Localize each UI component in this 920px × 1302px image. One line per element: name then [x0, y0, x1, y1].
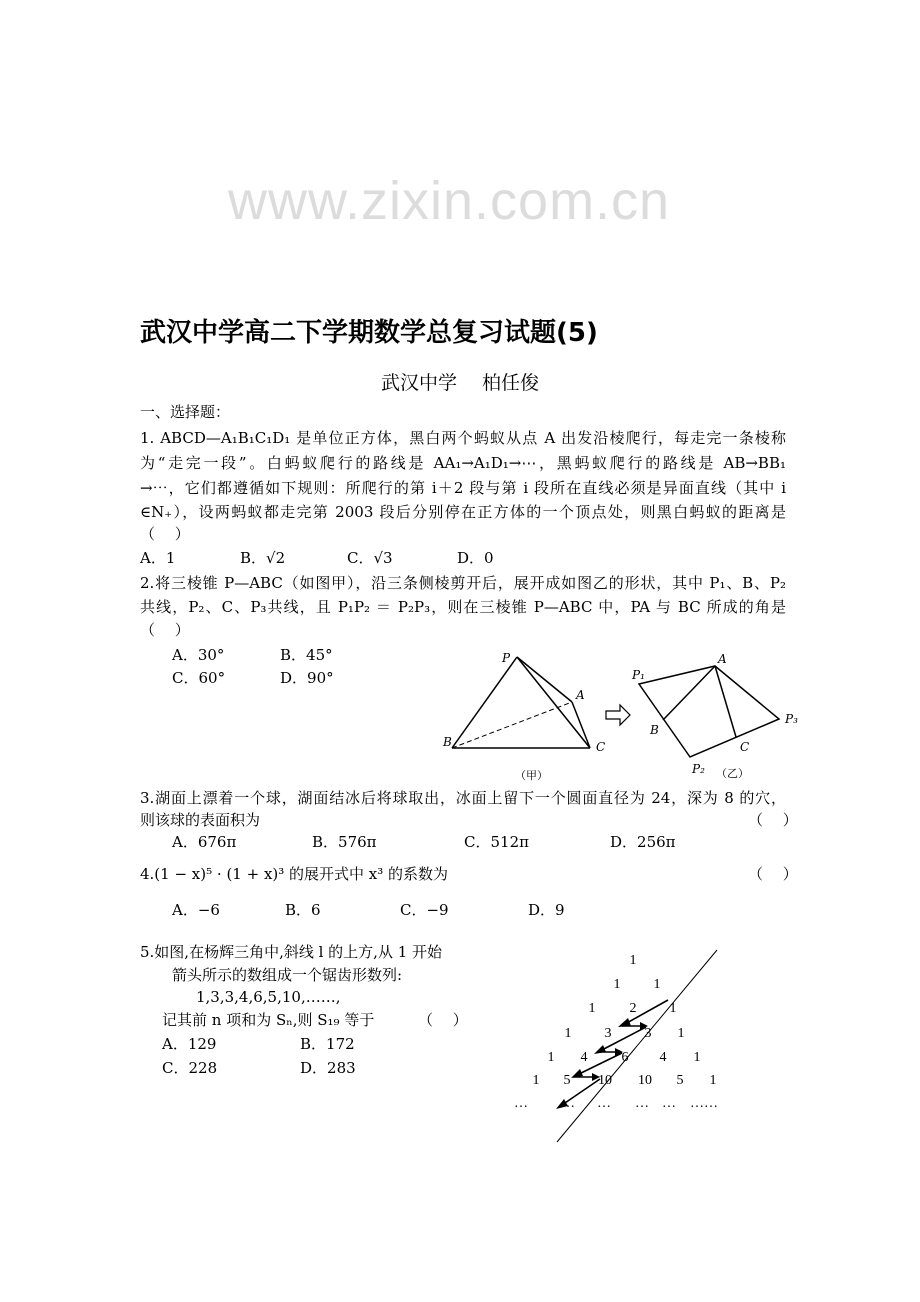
- option-c: C．−9: [400, 901, 449, 919]
- watermark: www.zixin.com.cn: [228, 171, 671, 231]
- option-a: A．129: [162, 1035, 217, 1053]
- option-c: C．512π: [464, 833, 529, 851]
- question-text: 则该球的表面积为: [140, 811, 261, 829]
- answer-bracket: （ ）: [748, 811, 798, 829]
- pascal-number: 1: [532, 1073, 540, 1088]
- question-text: 3.湖面上漂着一个球，湖面结冰后将球取出，冰面上留下一个圆面直径为 24，深为 8 的穴，: [140, 789, 786, 807]
- zigzag-arrows: [556, 1000, 668, 1109]
- question-text: 5.如图,在杨辉三角中,斜线 l 的上方,从 1 开始: [140, 943, 443, 961]
- sequence-text: 1,3,3,4,6,5,10,……,: [196, 988, 341, 1006]
- question-text: →⋯，它们都遵循如下规则：所爬行的第 i＋2 段与第 i 段所在直线必须是异面直线（其中 i: [140, 479, 786, 497]
- pascal-ellipsis: …: [597, 1096, 611, 1111]
- option-c: C．60°: [172, 669, 226, 687]
- option-a: A．1: [140, 549, 176, 567]
- pascal-number: 1: [564, 1026, 572, 1041]
- pascal-number: 1: [547, 1050, 555, 1065]
- label-c: C: [740, 740, 750, 754]
- pascal-ellipsis: ……: [690, 1096, 718, 1111]
- label-p2: P₂: [692, 762, 705, 776]
- question-text: 4.(1 − x)⁵ · (1 + x)³ 的展开式中 x³ 的系数为: [140, 865, 449, 883]
- pascal-number: 1: [709, 1073, 717, 1088]
- pascal-number: 1: [669, 1001, 677, 1016]
- option-b: B．45°: [280, 646, 333, 664]
- page-title: 武汉中学高二下学期数学总复习试题(5): [140, 318, 598, 348]
- label-b: B: [443, 735, 452, 749]
- pascal-ellipsis: …: [561, 1096, 575, 1111]
- question-text: 1. ABCD—A₁B₁C₁D₁ 是单位正方体，黑白两个蚂蚁从点 A 出发沿棱爬行，每走完一条棱称: [140, 429, 786, 447]
- question-text: 为“走完一段”。白蚂蚁爬行的路线是 AA₁→A₁D₁→⋯，黑蚂蚁爬行的路线是 AB→BB₁: [140, 454, 786, 472]
- pascal-number: 4: [659, 1050, 667, 1065]
- option-a: A．−6: [172, 901, 220, 919]
- label-b: B: [650, 723, 659, 737]
- pascal-number: 3: [644, 1026, 652, 1041]
- pascal-number: 5: [676, 1073, 684, 1088]
- option-d: D．9: [528, 901, 565, 919]
- label-c: C: [596, 740, 606, 754]
- pascal-ellipsis: …: [635, 1096, 649, 1111]
- pascal-number: 2: [629, 1001, 637, 1016]
- pascal-ellipsis: …: [662, 1096, 676, 1111]
- option-d: D．256π: [610, 833, 676, 851]
- label-p1: P₁: [632, 668, 645, 682]
- pascal-number: 6: [621, 1050, 629, 1065]
- slant-line-l: [557, 950, 717, 1142]
- section-heading: 一、选择题：: [140, 403, 231, 421]
- pascal-number: 10: [638, 1073, 652, 1088]
- arrow-right-icon: [606, 705, 630, 725]
- answer-bracket: （ ）: [140, 621, 190, 639]
- option-c: C．228: [162, 1059, 218, 1077]
- option-d: D．90°: [280, 669, 334, 687]
- pascal-number: 1: [677, 1026, 685, 1041]
- answer-bracket: （ ）: [140, 525, 190, 543]
- label-p: P: [502, 651, 511, 665]
- option-b: B．6: [285, 901, 321, 919]
- option-c: C．√3: [347, 549, 393, 567]
- pascal-number: 1: [693, 1050, 701, 1065]
- pascal-number: 1: [653, 977, 661, 992]
- answer-bracket: （ ）: [418, 1011, 468, 1029]
- question-text: 2.将三棱锥 P—ABC（如图甲），沿三条侧棱剪开后，展开成如图乙的形状，其中 P₁、B、P₂: [140, 574, 786, 592]
- question-text: 共线，P₂、C、P₃共线，且 P₁P₂ ＝ P₂P₃，则在三棱锥 P—ABC 中，PA 与 BC 所成的角是: [140, 598, 786, 616]
- question-text: 记其前 n 项和为 Sₙ,则 S₁₉ 等于: [162, 1011, 375, 1029]
- question-text: 箭头所示的数组成一个锯齿形数列:: [172, 966, 403, 984]
- figure-caption-jia: （甲）: [515, 769, 548, 782]
- option-a: A．676π: [172, 833, 237, 851]
- pyramid-jia: [452, 657, 590, 748]
- pascal-number: 1: [588, 1001, 596, 1016]
- option-a: A．30°: [172, 646, 225, 664]
- option-d: D．0: [457, 549, 494, 567]
- pascal-ellipsis: …: [514, 1096, 528, 1111]
- unfolded-yi: [639, 666, 779, 757]
- option-b: B．√2: [240, 549, 286, 567]
- pascal-number: 3: [604, 1026, 612, 1041]
- question-text: ∈N₊），设两蚂蚁都走完第 2003 段后分别停在正方体的一个顶点处，则黑白蚂蚁的距离是: [140, 503, 786, 521]
- pascal-number: 10: [598, 1073, 612, 1088]
- label-p3: P₃: [785, 712, 798, 726]
- option-d: D．283: [300, 1059, 356, 1077]
- option-b: B．576π: [312, 833, 377, 851]
- pascal-number: 4: [580, 1050, 588, 1065]
- label-a: A: [576, 688, 585, 702]
- option-b: B．172: [300, 1035, 355, 1053]
- pascal-number: 1: [629, 953, 637, 968]
- pascal-number: 1: [613, 977, 621, 992]
- answer-bracket: （ ）: [748, 865, 798, 883]
- label-a: A: [718, 652, 727, 666]
- author-line: 武汉中学 柏任俊: [380, 372, 540, 394]
- pascal-number: 5: [563, 1073, 571, 1088]
- figure-caption-yi: （乙）: [716, 767, 749, 780]
